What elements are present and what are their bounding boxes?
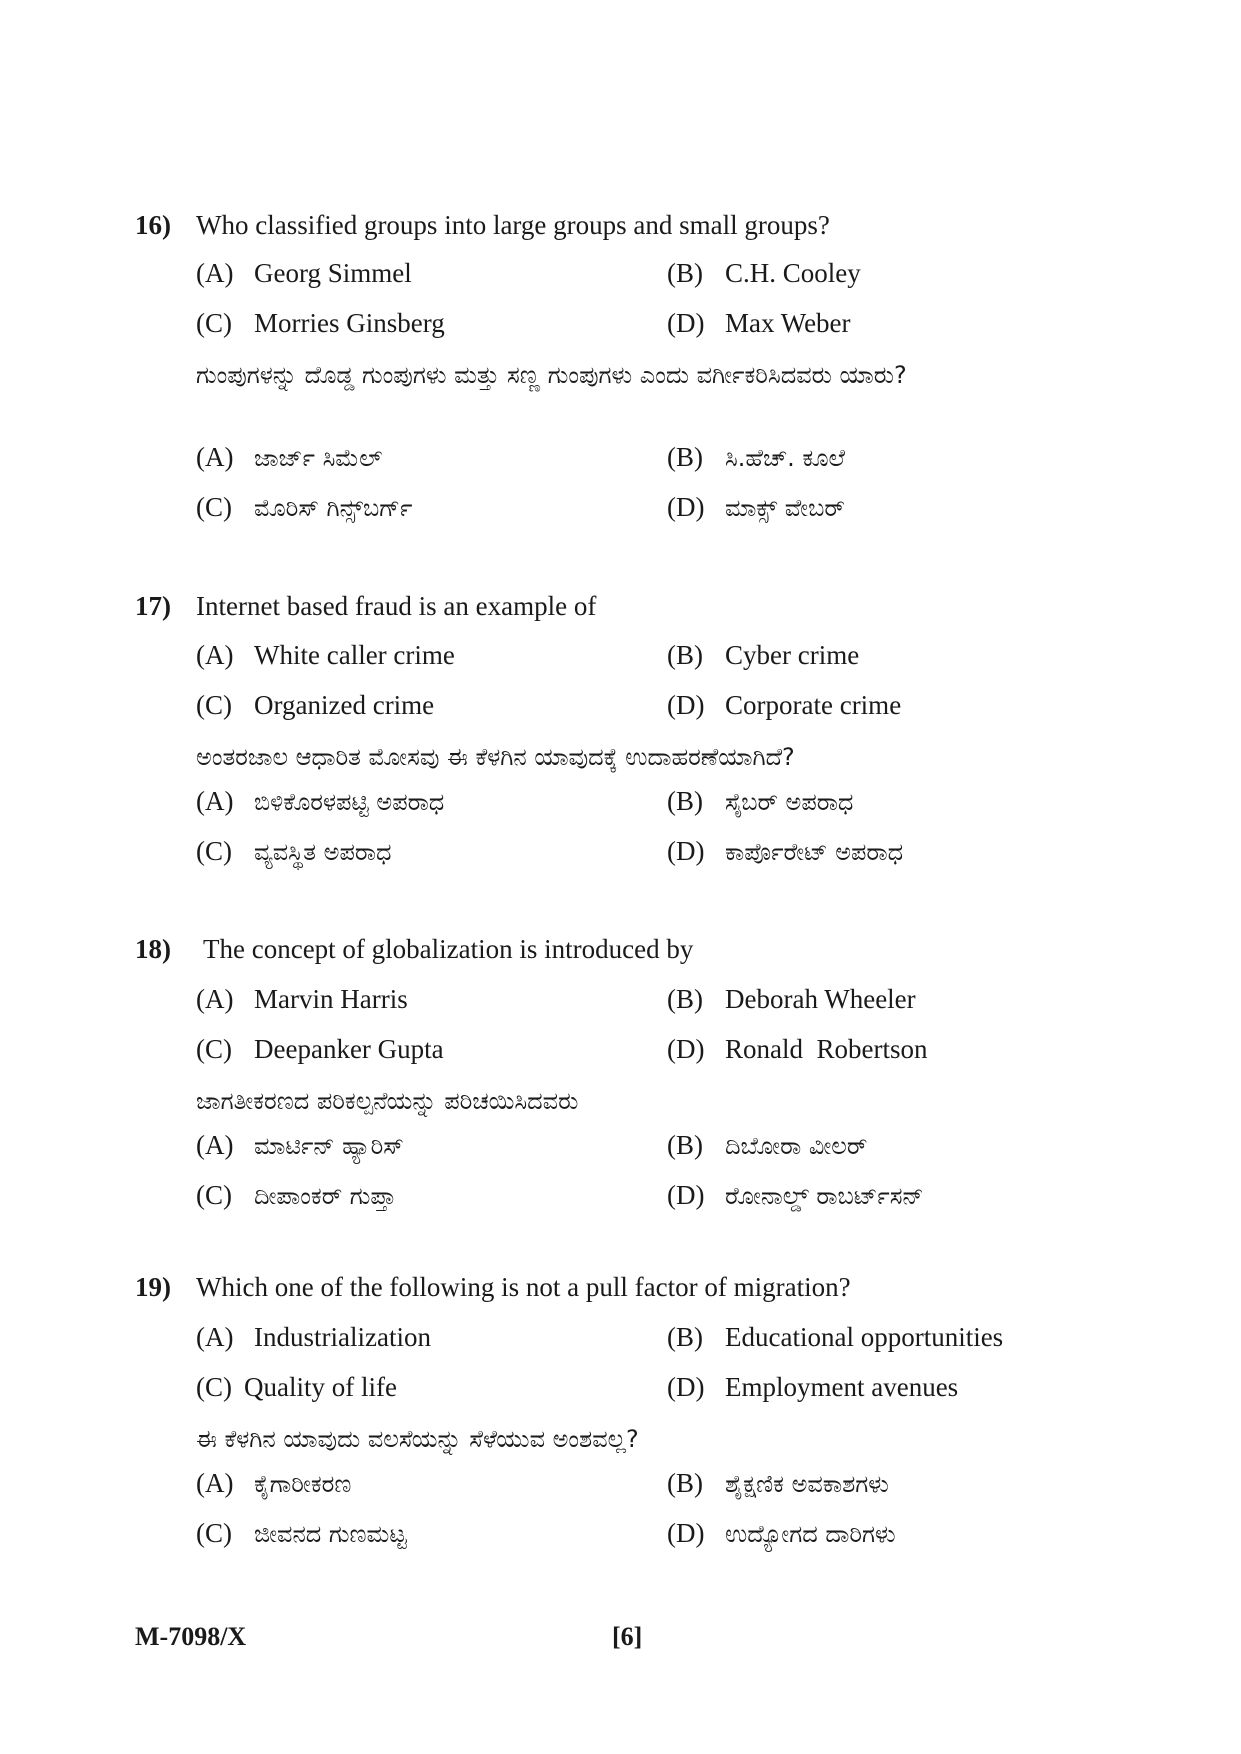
option-text: ಜೀವನದ ಗುಣಮಟ್ಟ xyxy=(254,1520,407,1548)
option-text: Corporate crime xyxy=(725,690,902,720)
option-label: (A) xyxy=(196,786,234,816)
option-a xyxy=(196,258,412,289)
option-label: (D) xyxy=(667,1180,705,1210)
kannada-option-c xyxy=(196,836,392,867)
option-text: Cyber crime xyxy=(725,640,860,670)
question-number: 18) xyxy=(135,934,171,964)
option-label: (D) xyxy=(667,1034,705,1064)
kannada-option-a xyxy=(196,1130,404,1161)
kannada-option-b xyxy=(667,1468,889,1499)
option-text: ಮೊರಿಸ್ ಗಿನ್ಸ್‌ಬರ್ಗ್ xyxy=(254,494,413,522)
option-label: (D) xyxy=(667,308,705,338)
option-label: (A) xyxy=(196,1130,234,1160)
option-label: (A) xyxy=(196,984,234,1014)
option-c xyxy=(196,308,445,339)
option-label: (B) xyxy=(667,1468,703,1498)
question-text: Which one of the following is not a pull factor of migration? xyxy=(196,1272,851,1302)
option-label: (C) xyxy=(196,308,232,338)
kannada-option-b xyxy=(667,442,845,473)
kannada-option-d xyxy=(667,836,903,867)
kannada-option-a xyxy=(196,442,382,473)
kannada-question-text: ಜಾಗತೀಕರಣದ ಪರಿಕಲ್ಪನೆಯನ್ನು ಪರಿಚಯಿಸಿದವರು xyxy=(196,1087,579,1115)
option-label: (C) xyxy=(196,1034,232,1064)
kannada-option-c xyxy=(196,1180,396,1211)
option-b xyxy=(667,640,859,671)
option-label: (D) xyxy=(667,1372,705,1402)
option-label: (A) xyxy=(196,1322,234,1352)
option-text: ಮಾಕ್ಸ್ ವೇಬರ್ xyxy=(725,494,845,522)
option-label: (B) xyxy=(667,442,703,472)
option-text: ದೀಪಾಂಕರ್ ಗುಪ್ತಾ xyxy=(254,1182,397,1210)
option-c xyxy=(196,690,434,721)
question-text: Internet based fraud is an example of xyxy=(196,591,597,621)
option-label: (D) xyxy=(667,690,705,720)
option-label: (B) xyxy=(667,1322,703,1352)
option-text: ಕೈಗಾರೀಕರಣ xyxy=(254,1470,352,1498)
option-label: (D) xyxy=(667,836,705,866)
option-a xyxy=(196,984,408,1015)
option-text: Ronald Robertson xyxy=(725,1034,928,1064)
option-label: (C) xyxy=(196,1518,232,1548)
option-d xyxy=(667,1372,958,1403)
option-text: Deepanker Gupta xyxy=(254,1034,444,1064)
option-d xyxy=(667,308,851,339)
question-number: 16) xyxy=(135,210,171,240)
paper-code: M-7098/X xyxy=(135,1622,247,1651)
option-text: Educational opportunities xyxy=(725,1322,1004,1352)
option-text: ಸಿ.ಹೆಚ್. ಕೂಲೆ xyxy=(725,444,846,472)
kannada-option-a xyxy=(196,1468,351,1499)
option-b xyxy=(667,984,916,1015)
option-text: ವ್ಯವಸ್ಥಿತ ಅಪರಾಧ xyxy=(254,838,392,866)
option-text: Morries Ginsberg xyxy=(254,308,445,338)
kannada-option-c xyxy=(196,492,413,523)
option-label: (A) xyxy=(196,640,234,670)
option-label: (B) xyxy=(667,786,703,816)
option-label: (C) xyxy=(196,690,232,720)
option-text: ಜಾರ್ಜ್ ಸಿಮೆಲ್ xyxy=(254,444,383,472)
option-text: ಸೈಬರ್ ಅಪರಾಧ xyxy=(725,788,854,816)
option-text: Max Weber xyxy=(725,308,851,338)
option-text: Deborah Wheeler xyxy=(725,984,916,1014)
kannada-option-b xyxy=(667,786,853,817)
option-label: (A) xyxy=(196,442,234,472)
kannada-option-d xyxy=(667,1518,896,1549)
kannada-option-c xyxy=(196,1518,407,1549)
kannada-option-b xyxy=(667,1130,867,1161)
option-a xyxy=(196,1322,431,1353)
option-text: Organized crime xyxy=(254,690,435,720)
option-text: Industrialization xyxy=(254,1322,431,1352)
option-d xyxy=(667,690,901,721)
option-label: (B) xyxy=(667,1130,703,1160)
option-text: C.H. Cooley xyxy=(725,258,861,288)
option-label: (D) xyxy=(667,1518,705,1548)
option-c xyxy=(196,1372,397,1403)
option-text: Employment avenues xyxy=(725,1372,959,1402)
option-text: ಉದ್ಯೋಗದ ದಾರಿಗಳು xyxy=(725,1520,896,1548)
option-text: ಬಿಳಿಕೊರಳಪಟ್ಟಿ ಅಪರಾಧ xyxy=(254,788,445,816)
option-label: (B) xyxy=(667,984,703,1014)
option-label: (C) xyxy=(196,1180,232,1210)
option-text: ಕಾರ್ಪೊರೇಟ್ ಅಪರಾಧ xyxy=(725,838,904,866)
question-number: 17) xyxy=(135,591,171,621)
option-text: Quality of life xyxy=(244,1372,397,1402)
option-label: (C) xyxy=(196,836,232,866)
option-label: (B) xyxy=(667,640,703,670)
option-label: (C) xyxy=(196,492,232,522)
option-c xyxy=(196,1034,444,1065)
option-label: (A) xyxy=(196,1468,234,1498)
option-text: ಶೈಕ್ಷಣಿಕ ಅವಕಾಶಗಳು xyxy=(725,1470,889,1498)
kannada-option-a xyxy=(196,786,444,817)
kannada-question-text: ಅಂತರಜಾಲ ಆಧಾರಿತ ಮೋಸವು ಈ ಕೆಳಗಿನ ಯಾವುದಕ್ಕೆ ಉದಾಹರಣೆಯಾಗಿದೆ? xyxy=(196,743,795,771)
kannada-question-text: ಗುಂಪುಗಳನ್ನು ದೊಡ್ಡ ಗುಂಪುಗಳು ಮತ್ತು ಸಣ್ಣ ಗುಂಪುಗಳು ಎಂದು ವರ್ಗೀಕರಿಸಿದವರು ಯಾರು? xyxy=(196,361,907,389)
option-label: (C) xyxy=(196,1372,232,1402)
option-label: (A) xyxy=(196,258,234,288)
kannada-option-d xyxy=(667,1180,924,1211)
kannada-option-d xyxy=(667,492,845,523)
option-text: White caller crime xyxy=(254,640,455,670)
page-number: [6] xyxy=(612,1622,643,1651)
option-label: (B) xyxy=(667,258,703,288)
kannada-question-text: ಈ ಕೆಳಗಿನ ಯಾವುದು ವಲಸೆಯನ್ನು ಸೆಳೆಯುವ ಅಂಶವಲ್ಲ? xyxy=(196,1425,639,1453)
option-a xyxy=(196,640,455,671)
option-text: ದಿಬೋರಾ ವೀಲರ್ xyxy=(725,1132,868,1160)
option-text: Marvin Harris xyxy=(254,984,408,1014)
option-b xyxy=(667,1322,1003,1353)
option-b xyxy=(667,258,861,289)
option-text: Georg Simmel xyxy=(254,258,412,288)
question-text: The concept of globalization is introduced by xyxy=(203,934,694,964)
option-text: ರೋನಾಲ್ಡ್ ರಾಬರ್ಟ್‌ಸನ್ xyxy=(725,1182,924,1210)
option-d xyxy=(667,1034,928,1065)
option-text: ಮಾರ್ಟಿನ್ ಹ್ಯಾರಿಸ್ xyxy=(254,1132,404,1160)
question-text: Who classified groups into large groups and small groups? xyxy=(196,210,830,240)
option-label: (D) xyxy=(667,492,705,522)
question-number: 19) xyxy=(135,1272,171,1302)
